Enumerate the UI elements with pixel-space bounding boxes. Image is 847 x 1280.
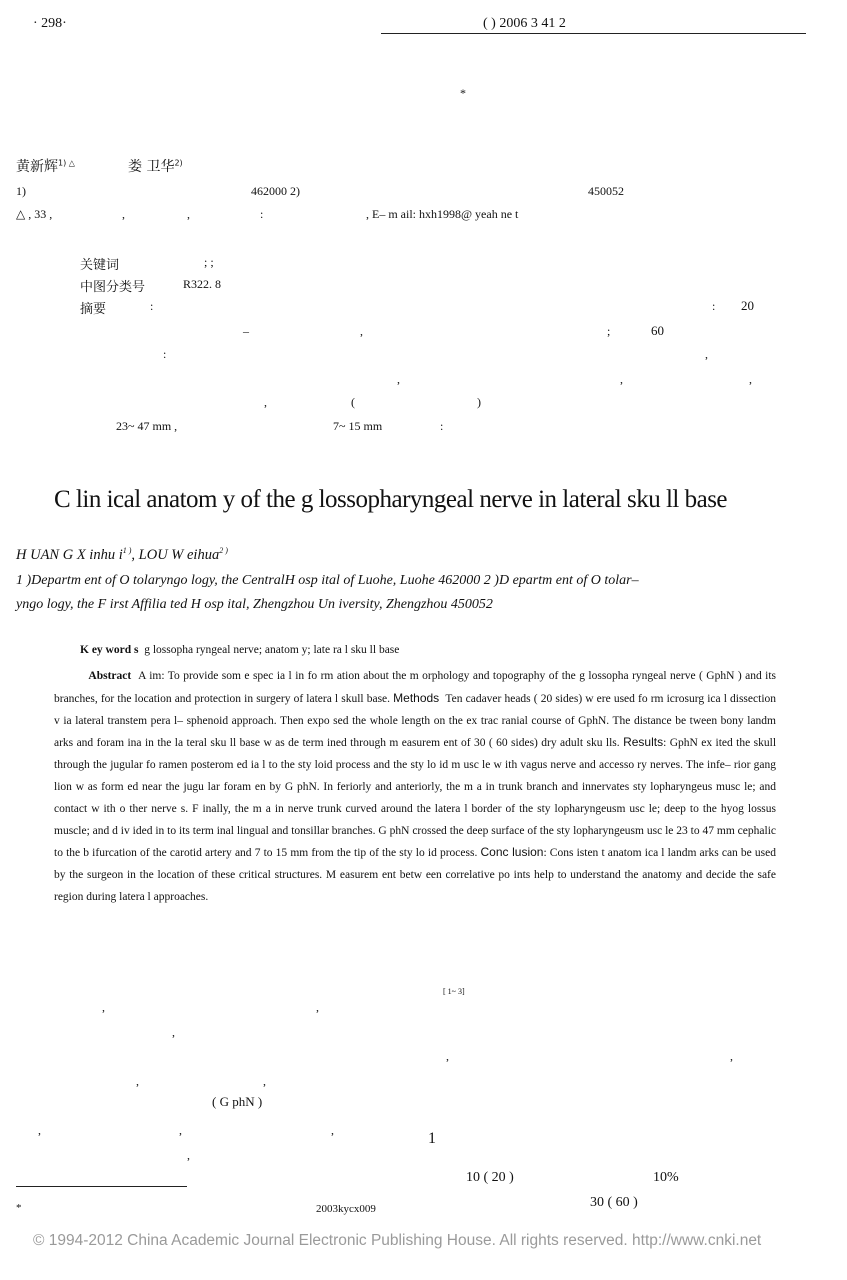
cn-abstract-comma: ,	[360, 324, 363, 338]
section-number: 1	[428, 1130, 436, 1147]
cn-abstract-colon: :	[150, 299, 154, 313]
english-keywords: K ey word s g lossopha ryngeal nerve; anatom y; late ra l sku ll base	[80, 644, 400, 656]
cn-abstract-comma: ,	[397, 372, 400, 386]
body-abbreviation: ( G phN )	[212, 1094, 263, 1109]
body-comma: ,	[179, 1123, 182, 1137]
cn-abstract-paren-close: )	[477, 395, 481, 409]
cn-abstract-comma: ,	[264, 395, 267, 409]
cn-affil-comma: ,	[187, 207, 190, 221]
cn-abstract-number: 60	[651, 323, 664, 338]
abstract-label: Abstract	[88, 670, 132, 682]
cn-abstract-label: 摘要	[80, 302, 107, 317]
cn-abstract-semicolon: ;	[607, 324, 611, 338]
methods-text: Ten cadaver heads ( 20 sides) w ere used fo rm icrosurg ica l dissection v ia lateral transtem pera l– sphenoid approach. Then expo sed the whole length on the ex trac ranial course of GphN. The distance be tween bony landm arks and foram ina in the la teral sku ll base w as de term ined through m easurem ent of 30 ( 60 sides) dry adult sku lls.	[54, 692, 777, 750]
body-reference: [ 1~ 3]	[443, 987, 465, 996]
cn-affil-colon: :	[260, 207, 264, 221]
conclusion-label: Conc lusion	[480, 845, 544, 860]
footnote-grant-number: 2003kycx009	[316, 1203, 376, 1215]
cn-affil-email: , E– m ail: hxh1998@ yeah ne t	[366, 207, 519, 221]
cn-abstract-comma: ,	[705, 347, 708, 361]
aim-label: A im	[138, 670, 162, 682]
copyright-notice: © 1994-2012 China Academic Journal Electronic Publishing House. All rights reserved. http://www.cnki.net	[33, 1232, 762, 1249]
cn-abstract-colon: :	[163, 347, 167, 361]
english-title: C lin ical anatom y of the g lossopharyngeal nerve in lateral sku ll base	[54, 486, 728, 513]
body-comma: ,	[331, 1123, 334, 1137]
body-comma: ,	[102, 1000, 105, 1014]
body-percentage: 10%	[653, 1170, 679, 1185]
body-comma: ,	[187, 1148, 190, 1162]
journal-info: ( ) 2006 3 41 2	[483, 16, 566, 31]
cn-abstract-colon: :	[440, 419, 444, 433]
english-affiliation-line-1: 1 )Departm ent of O tolaryngo logy, the CentralH osp ital of Luohe, Luohe 462000 2 )D epartm ent of O tolar–	[16, 573, 639, 588]
results-label: Results	[623, 735, 664, 750]
body-comma: ,	[172, 1025, 175, 1039]
results-text: : GphN ex ited the skull through the jugular fo ramen posterom ed ia l to the sty loid process and the sty lo id m usc le w ith vagus nerve and accesso ry nerves. The infe– rior gang lion w as form ed near the jugu lar foram en by G phN. In feriorly and anteriorly, the m a in trunk branch and innervates sty lopharyngeus musc le; and contact w ith o ther nerve s. F inally, the m a in nerve trunk curved around the latera l border of the sty lopharyngeusm usc le; deep to the hyog lossus muscle; and d iv ided in to its term inal lingual and tonsillar branches. G phN crossed the deep surface of the sty lopharyngeusm usc le 23 to 47 mm cephalic to the b ifurcation of the carotid artery and 7 to 15 mm from the tip of the sty lo id process.	[54, 737, 777, 860]
english-abstract	[54, 666, 776, 909]
cn-affil-zip2: 450052	[588, 184, 624, 198]
cn-abstract-comma: ,	[749, 372, 752, 386]
cn-abstract-comma: ,	[620, 372, 623, 386]
cn-affil-num: 1)	[16, 184, 26, 198]
aim-text: : To provide som e spec ia l in fo rm ation about the m orphology and topography of the g lossopha ryngeal nerve ( GphN ) and its branches, for the location and protection in surgery of latera l skull base.	[54, 670, 777, 705]
english-authors: H UAN G X inhu $i^{1 )}$, LOU W eihua$^{2 )}$	[16, 546, 228, 563]
cn-abstract-range: 23~ 47 mm ,	[116, 419, 178, 433]
footnote-rule	[16, 1186, 187, 1187]
cn-affil-comma: ,	[122, 207, 125, 221]
cn-author-2: 娄 卫华$^{2)}$	[128, 158, 183, 175]
cn-abstract-number: 20	[741, 298, 754, 313]
cn-affil-author-note: △ , 33 ,	[16, 207, 53, 221]
cn-class-label: 中图分类号	[80, 280, 146, 295]
conclusion-text: : Cons isten t anatom ica l landm arks can be used by the surgeon in the location of these critical structures. M easurem ent betw een correlative po ints help to understand the anatomy and decide the safe region during latera l approaches.	[54, 847, 777, 903]
page-number: · 298·	[33, 16, 67, 31]
cn-abstract-colon: :	[712, 299, 716, 313]
body-comma: ,	[316, 1000, 319, 1014]
cn-author-1: 黄新辉$^{1) \triangle}$	[16, 158, 75, 175]
cn-keywords-label: 关键词	[80, 258, 120, 273]
cn-keywords-separators: ; ;	[204, 255, 214, 269]
title-footnote-mark: *	[460, 86, 466, 100]
methods-label: Methods	[393, 690, 440, 705]
cn-abstract-dash: –	[243, 324, 249, 338]
english-affiliation-line-2: yngo logy, the F irst Affilia ted H osp ital, Zhengzhou Un iversity, Zhengzhou 450052	[16, 597, 493, 612]
header-rule	[381, 33, 806, 34]
body-comma: ,	[730, 1049, 733, 1063]
footnote-mark: *	[16, 1202, 22, 1214]
cn-class-value: R322. 8	[183, 277, 222, 291]
body-comma: ,	[38, 1123, 41, 1137]
body-comma: ,	[446, 1049, 449, 1063]
cn-abstract-range: 7~ 15 mm	[333, 419, 383, 433]
body-comma: ,	[263, 1074, 266, 1088]
body-comma: ,	[136, 1074, 139, 1088]
body-sample-count: 10 ( 20 )	[466, 1170, 514, 1185]
cn-affil-zip: 462000 2)	[251, 184, 300, 198]
cn-abstract-paren-open: (	[351, 395, 355, 409]
body-sample-count: 30 ( 60 )	[590, 1195, 638, 1210]
